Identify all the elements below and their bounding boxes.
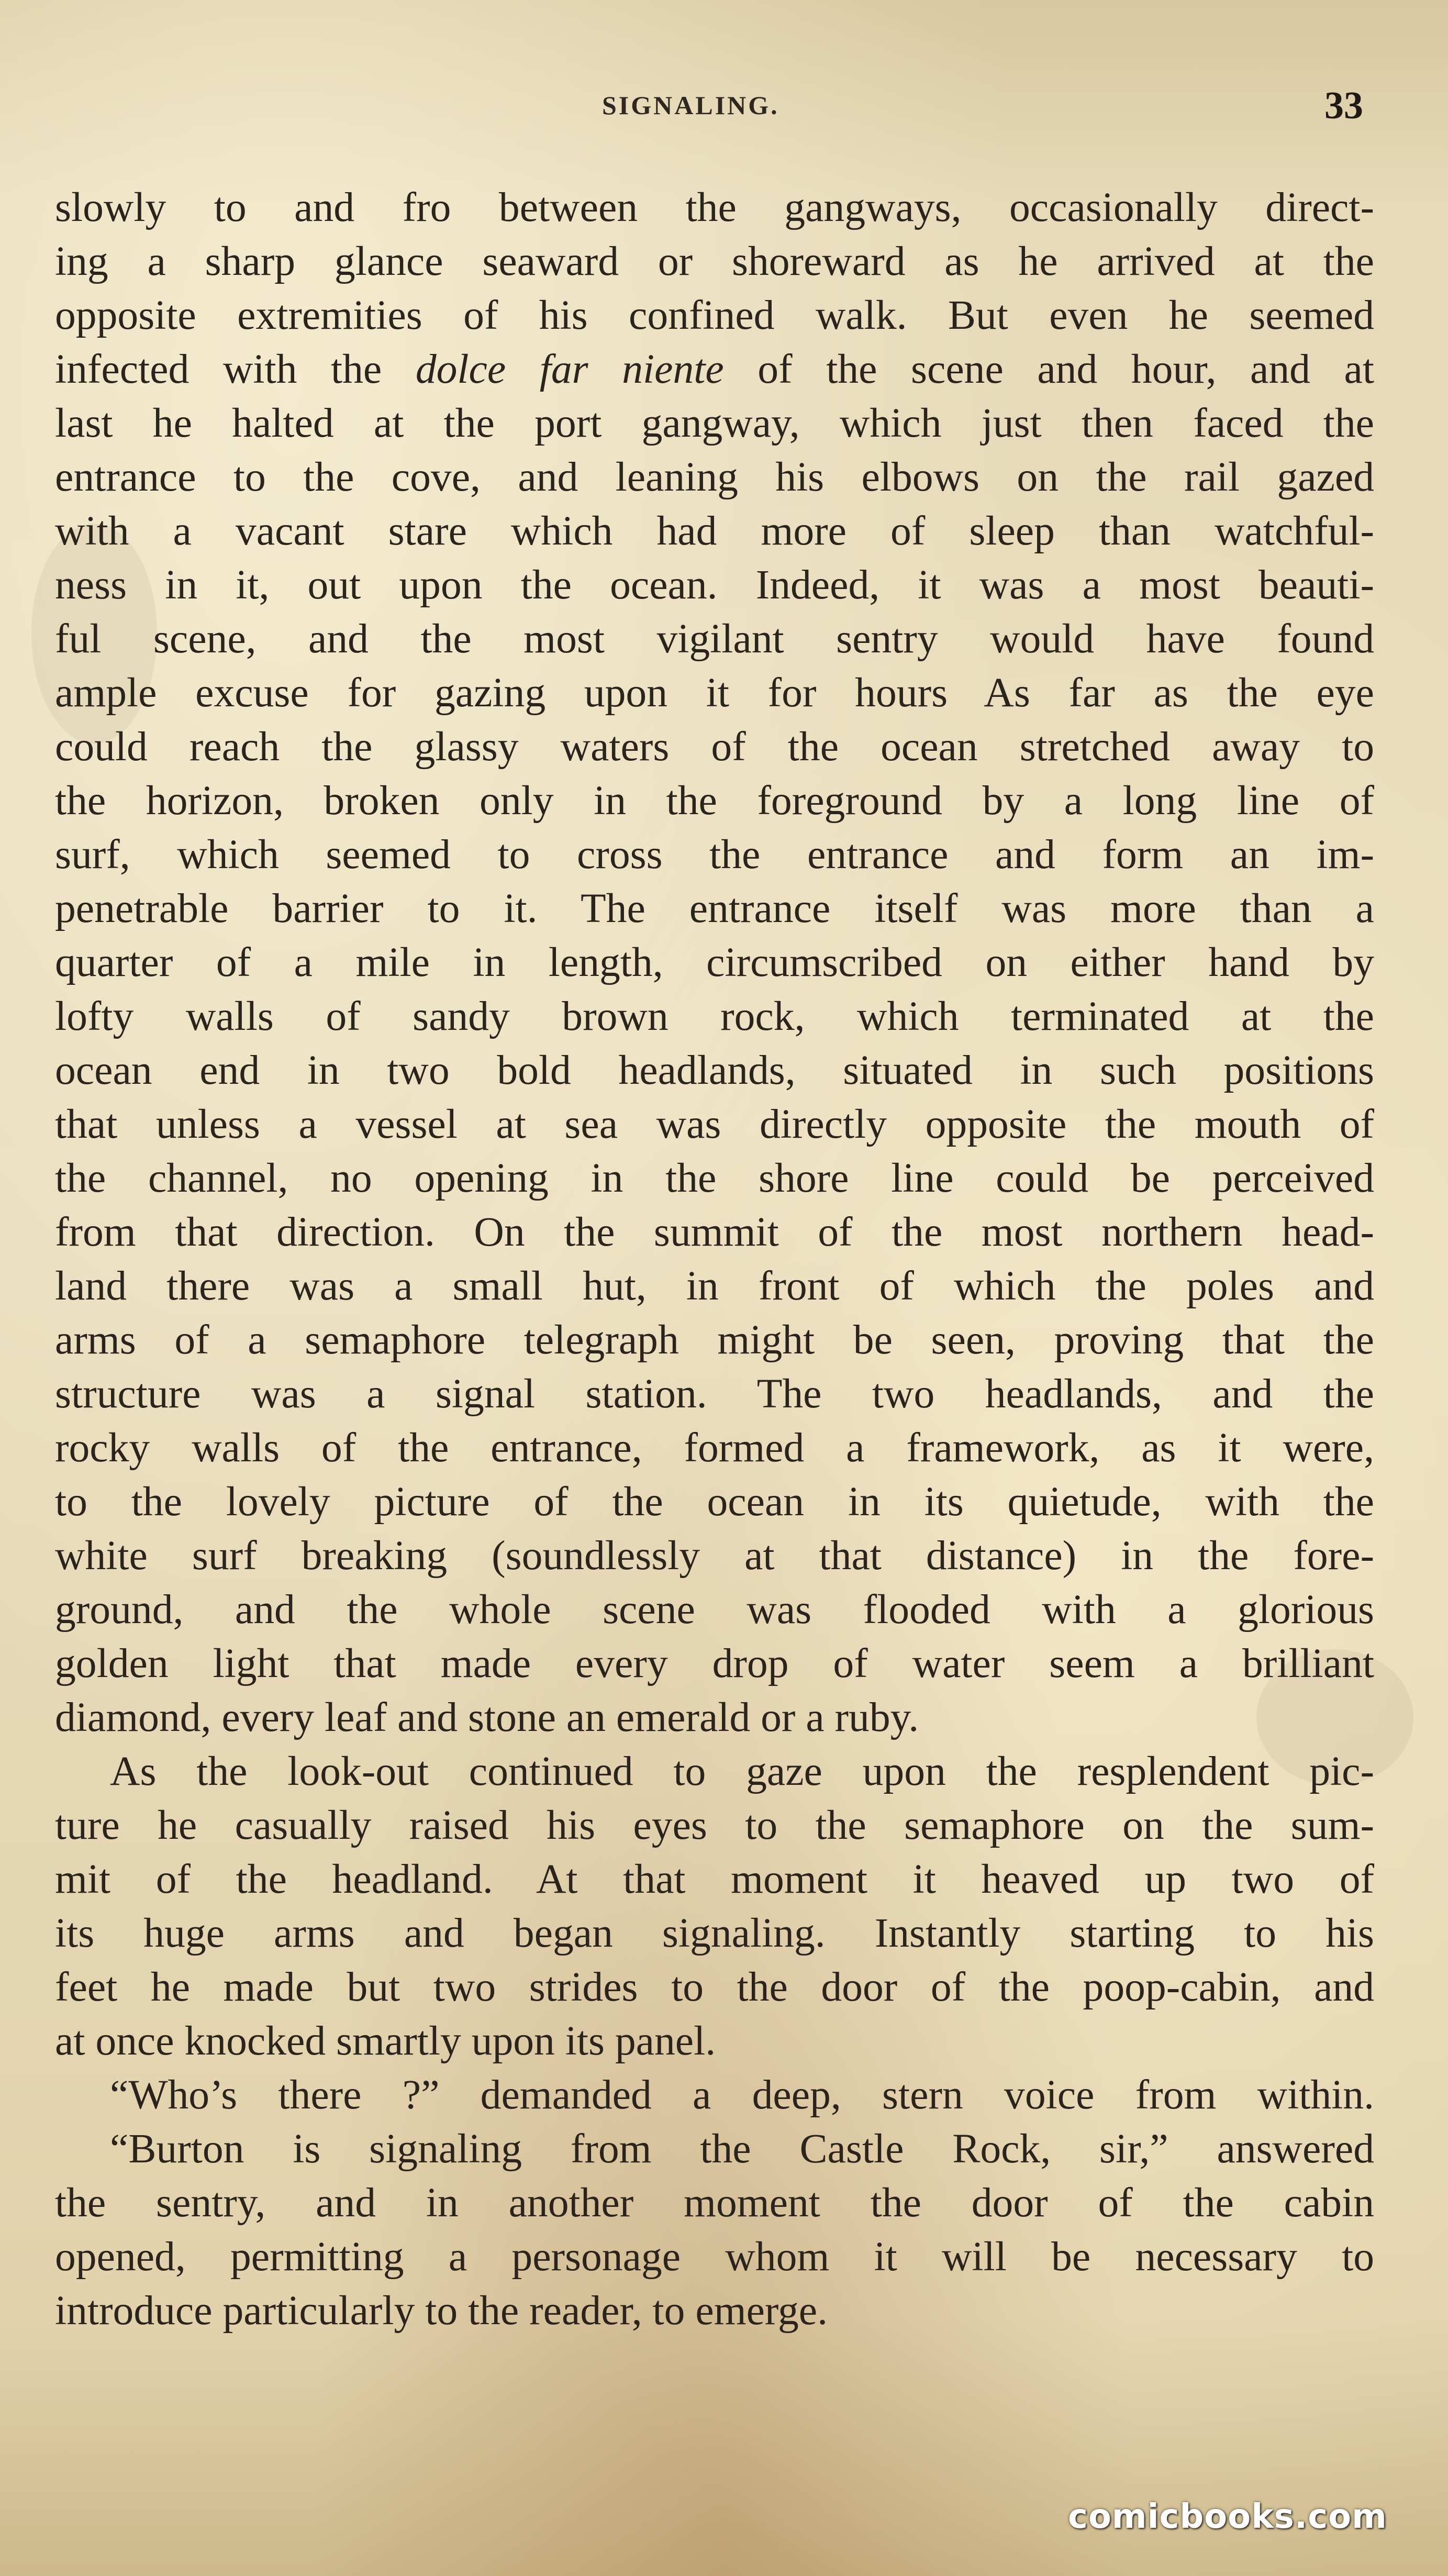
text-line: opened, permitting a personage whom it will be necessary to <box>55 2234 1374 2280</box>
text-line: ing a sharp glance seaward or shoreward as he arrived at the <box>55 238 1374 284</box>
text-line: last he halted at the port gangway, which just then faced the <box>55 400 1374 446</box>
text-line: penetrable barrier to it. The entrance itself was more than a <box>55 885 1374 931</box>
text-line: its huge arms and began signaling. Instantly starting to his <box>55 1910 1374 1956</box>
text-line: ture he casually raised his eyes to the semaphore on the sum- <box>55 1802 1374 1848</box>
text-line: lofty walls of sandy brown rock, which terminated at the <box>55 993 1374 1039</box>
text-segment: infected with the <box>55 346 416 392</box>
text-line: ness in it, out upon the ocean. Indeed, it was a most beauti- <box>55 562 1374 608</box>
text-line: land there was a small hut, in front of which the poles and <box>55 1263 1374 1309</box>
text-line: arms of a semaphore telegraph might be seen, proving that the <box>55 1317 1374 1363</box>
text-line: mit of the headland. At that moment it heaved up two of <box>55 1856 1374 1902</box>
text-line: with a vacant stare which had more of sleep than watchful- <box>55 508 1374 554</box>
text-line: “Burton is signaling from the Castle Rock, sir,” answered <box>110 2126 1374 2172</box>
text-line: ful scene, and the most vigilant sentry would have found <box>55 616 1374 662</box>
text-line: the channel, no opening in the shore line could be perceived <box>55 1155 1374 1201</box>
text-line: that unless a vessel at sea was directly opposite the mouth of <box>55 1101 1374 1147</box>
text-line: quarter of a mile in length, circumscribed on either hand by <box>55 939 1374 985</box>
text-line: the sentry, and in another moment the door of the cabin <box>55 2180 1374 2226</box>
italic-phrase: dolce far niente <box>415 346 724 392</box>
text-line: at once knocked smartly upon its panel. <box>55 2018 716 2064</box>
text-line: ocean end in two bold headlands, situated in such positions <box>55 1047 1374 1093</box>
text-line: feet he made but two strides to the door of the poop-cabin, and <box>55 1964 1374 2010</box>
running-head <box>0 84 1448 131</box>
text-line: As the look-out continued to gaze upon the resplendent pic- <box>110 1748 1374 1794</box>
text-segment: of the scene and hour, and at <box>723 346 1374 392</box>
text-line: “Who’s there ?” demanded a deep, stern voice from within. <box>110 2072 1374 2118</box>
text-line: opposite extremities of his confined walk. But even he seemed <box>55 292 1374 338</box>
text-line: golden light that made every drop of water seem a brilliant <box>55 1640 1374 1686</box>
text-line: introduce particularly to the reader, to emerge. <box>55 2288 828 2334</box>
text-line: slowly to and fro between the gangways, occasionally direct- <box>55 184 1374 230</box>
text-line: white surf breaking (soundlessly at that distance) in the fore- <box>55 1533 1374 1579</box>
running-head-title: SIGNALING. <box>602 91 779 120</box>
text-line: surf, which seemed to cross the entrance and form an im- <box>55 831 1374 878</box>
watermark-logo: comicbooks.com <box>1068 2497 1387 2536</box>
text-line: to the lovely picture of the ocean in its quietude, with the <box>55 1479 1374 1525</box>
page-number: 33 <box>1324 84 1363 127</box>
body-text <box>55 181 1374 2338</box>
text-line: the horizon, broken only in the foreground by a long line of <box>55 778 1374 824</box>
text-line: ground, and the whole scene was flooded with a glorious <box>55 1586 1374 1633</box>
text-line: structure was a signal station. The two headlands, and the <box>55 1371 1374 1417</box>
text-line-with-italic <box>55 342 1374 396</box>
text-line: could reach the glassy waters of the ocean stretched away to <box>55 724 1374 770</box>
text-line: rocky walls of the entrance, formed a framework, as it were, <box>55 1425 1374 1471</box>
text-line: entrance to the cove, and leaning his elbows on the rail gazed <box>55 454 1374 500</box>
text-line: ample excuse for gazing upon it for hours As far as the eye <box>55 670 1374 716</box>
text-line: from that direction. On the summit of the most northern head- <box>55 1209 1374 1255</box>
text-line: diamond, every leaf and stone an emerald or a ruby. <box>55 1694 919 1740</box>
